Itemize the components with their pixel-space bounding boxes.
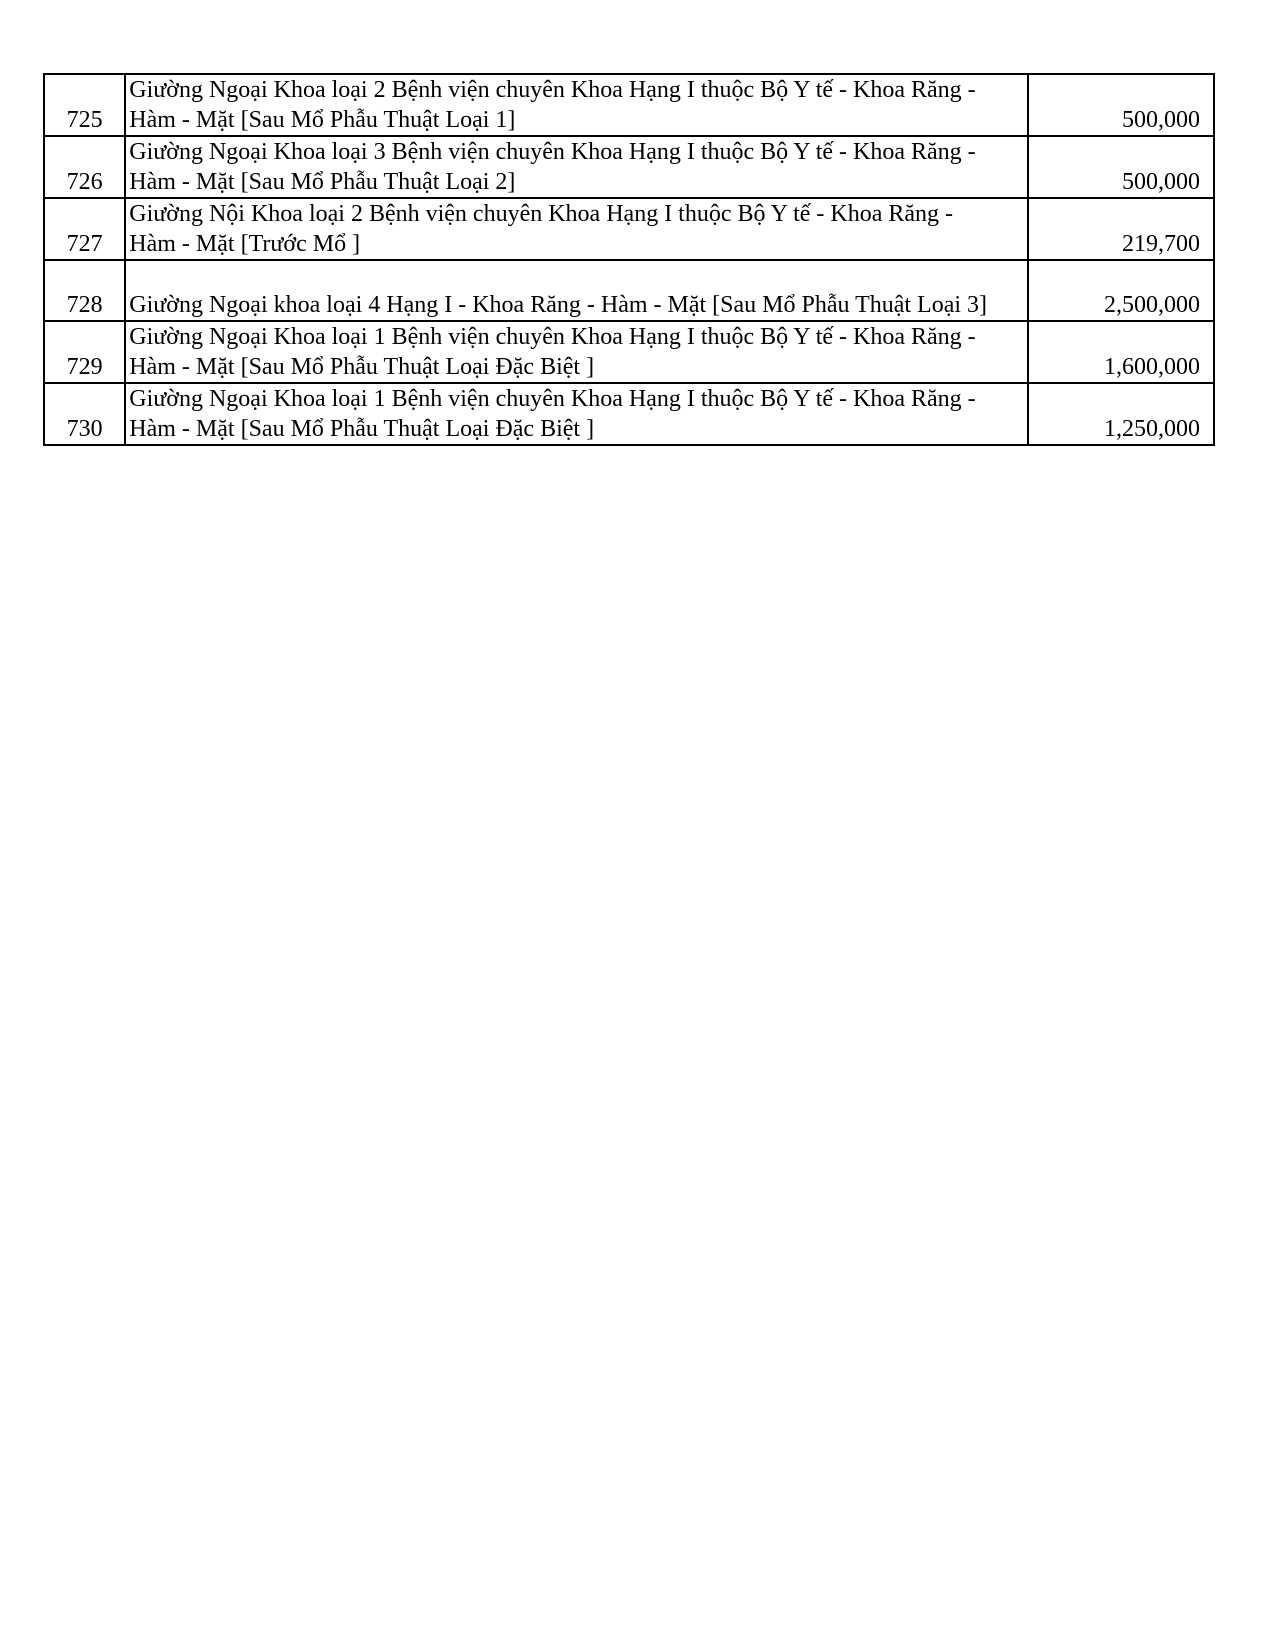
row-number: 730 [44,383,125,445]
description-line: Giường Nội Khoa loại 2 Bệnh viện chuyên Khoa Hạng I thuộc Bộ Y tế - Khoa Răng - [129,201,954,227]
description-line: Hàm - Mặt [Sau Mổ Phẫu Thuật Loại 1] [129,107,516,133]
table-row [44,136,1214,198]
table-row [44,260,1214,321]
table-row [44,74,1214,136]
row-number: 729 [44,321,125,383]
row-description [125,321,1028,383]
description-line: Hàm - Mặt [Sau Mổ Phẫu Thuật Loại Đặc Biệt ] [129,416,595,442]
table-row [44,383,1214,445]
row-price: 2,500,000 [1028,260,1214,321]
description-line: Hàm - Mặt [Sau Mổ Phẫu Thuật Loại 2] [129,169,516,195]
table-row [44,321,1214,383]
description-line: Giường Ngoại khoa loại 4 Hạng I - Khoa Răng - Hàm - Mặt [Sau Mổ Phẫu Thuật Loại 3] [129,292,988,318]
row-price: 219,700 [1028,198,1214,260]
description-line: Giường Ngoại Khoa loại 1 Bệnh viện chuyên Khoa Hạng I thuộc Bộ Y tế - Khoa Răng - [129,324,976,350]
description-line: Hàm - Mặt [Sau Mổ Phẫu Thuật Loại Đặc Biệt ] [129,354,595,380]
description-line: Giường Ngoại Khoa loại 1 Bệnh viện chuyên Khoa Hạng I thuộc Bộ Y tế - Khoa Răng - [129,386,976,412]
row-price: 500,000 [1028,136,1214,198]
row-price: 1,250,000 [1028,383,1214,445]
row-price: 1,600,000 [1028,321,1214,383]
row-description [125,198,1028,260]
row-number: 726 [44,136,125,198]
row-price: 500,000 [1028,74,1214,136]
description-line: Hàm - Mặt [Trước Mổ ] [129,231,361,257]
row-description [125,383,1028,445]
price-table [43,73,1215,446]
row-number: 727 [44,198,125,260]
description-line: Giường Ngoại Khoa loại 2 Bệnh viện chuyên Khoa Hạng I thuộc Bộ Y tế - Khoa Răng - [129,77,976,103]
row-number: 728 [44,260,125,321]
row-description [125,136,1028,198]
table-row [44,198,1214,260]
description-line: Giường Ngoại Khoa loại 3 Bệnh viện chuyên Khoa Hạng I thuộc Bộ Y tế - Khoa Răng - [129,139,976,165]
row-description [125,74,1028,136]
row-number: 725 [44,74,125,136]
row-description [125,260,1028,321]
